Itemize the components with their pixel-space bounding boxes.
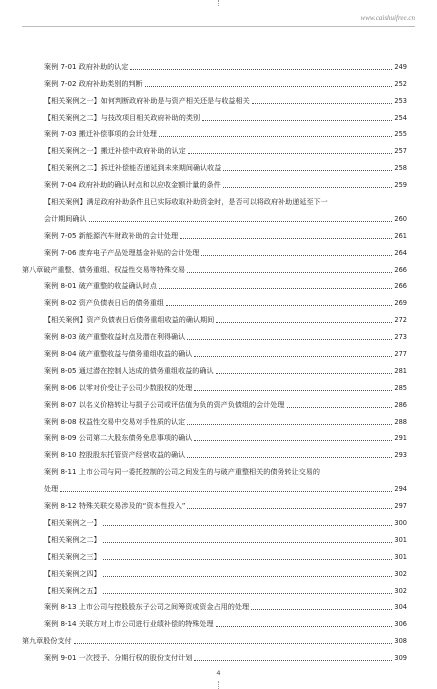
- toc-entry-page: 308: [394, 637, 407, 646]
- toc-entry-title: 【相关案例之二】与技改项目相关政府补助的类别: [44, 112, 201, 122]
- dot-leader: [188, 153, 393, 154]
- toc-entry-page: 286: [394, 400, 407, 409]
- toc-entry-page: 255: [394, 130, 407, 139]
- dot-leader: [194, 660, 392, 661]
- toc-entry-page: 253: [394, 96, 407, 105]
- toc-entry-page: 302: [394, 586, 407, 595]
- toc-entry[interactable]: [22, 290, 407, 307]
- toc-entry-title: 案例 8-02 资产负债表日后的债务重组: [44, 298, 164, 308]
- toc-entry-title: 案例 8-13 上市公司与控股股东子公司之间筹资或资金占用的处理: [44, 602, 250, 612]
- toc-entry-title: 案例 7-01 政府补助的认定: [44, 61, 129, 71]
- dot-leader: [103, 542, 393, 543]
- toc-entry-title: 案例 8-10 控股股东托管资产经营收益的确认: [44, 450, 186, 460]
- toc-entry-title: 案例 7-03 搬迁补偿事项的会计处理: [44, 129, 157, 139]
- toc-entry[interactable]: [22, 426, 407, 443]
- toc-entry[interactable]: [22, 324, 407, 341]
- toc-entry-page: 291: [394, 434, 407, 443]
- toc-entry-page: 304: [394, 603, 407, 612]
- dot-leader: [287, 407, 393, 408]
- toc-entry-page: 294: [394, 485, 407, 494]
- toc-entry[interactable]: [22, 645, 407, 662]
- toc-entry[interactable]: [22, 189, 407, 206]
- toc-chapter-entry[interactable]: [22, 257, 407, 274]
- toc-entry-title: 案例 8-14 关联方对上市公司进行业绩补偿的特殊处理: [44, 619, 214, 629]
- toc-entry[interactable]: [22, 307, 407, 324]
- toc-entry-title: 【相关案例之四】: [44, 568, 101, 578]
- dot-leader: [194, 440, 392, 441]
- dot-leader: [223, 170, 392, 171]
- toc-entry-page: 300: [394, 518, 407, 527]
- toc-entry[interactable]: [22, 442, 407, 459]
- dot-leader: [202, 120, 392, 121]
- page-header: [22, 8, 415, 27]
- bottom-center-mark: [218, 681, 220, 689]
- toc-entry-title: 案例 8-05 通过潜在控制人达成的债务重组收益的确认: [44, 365, 214, 375]
- dot-leader: [180, 238, 392, 239]
- toc-entry[interactable]: [22, 392, 407, 409]
- toc-entry[interactable]: [22, 459, 407, 476]
- toc-entry-title: 案例 8-01 破产重整的收益确认时点: [44, 281, 157, 291]
- toc-entry-page: 281: [394, 366, 407, 375]
- toc-entry[interactable]: [22, 71, 407, 88]
- toc-entry-page: 266: [394, 265, 407, 274]
- toc-entry[interactable]: [22, 88, 407, 105]
- toc-entry[interactable]: [22, 341, 407, 358]
- top-center-mark: [218, 0, 220, 6]
- dot-leader: [103, 576, 393, 577]
- dot-leader: [145, 86, 393, 87]
- toc-entry-page: 258: [394, 164, 407, 173]
- toc-entry[interactable]: [22, 54, 407, 71]
- toc-entry-page: 309: [394, 654, 407, 663]
- toc-entry[interactable]: [22, 476, 407, 493]
- toc-entry-title: 案例 8-04 破产重整收益与债务重组收益的确认: [44, 349, 193, 359]
- toc-entry-page: 277: [394, 350, 407, 359]
- dot-leader: [187, 339, 392, 340]
- toc-entry[interactable]: [22, 561, 407, 578]
- toc-entry[interactable]: [22, 240, 407, 257]
- toc-entry[interactable]: [22, 138, 407, 155]
- toc-entry[interactable]: [22, 578, 407, 595]
- dot-leader: [74, 643, 393, 644]
- toc-entry-title: 案例 9-01 一次授予、分期行权的股份支付计划: [44, 653, 193, 663]
- toc-entry[interactable]: [22, 493, 407, 510]
- dot-leader: [223, 187, 393, 188]
- toc-entry[interactable]: [22, 206, 407, 223]
- toc-entry-page: 257: [394, 147, 407, 156]
- toc-entry-title: 案例 8-11 上市公司与同一委托控制的公司之间发生的与破产重整相关的债务转让交易的: [44, 467, 320, 477]
- toc-entry-title: 【相关案例之一】: [44, 517, 101, 527]
- dot-leader: [187, 457, 392, 458]
- toc-entry-title: 【相关案例之二】拆迁补偿能否递延到未来期间确认收益: [44, 163, 222, 173]
- toc-entry-page: 272: [394, 316, 407, 325]
- site-watermark: www.caishuifree.cn: [360, 14, 415, 22]
- dot-leader: [194, 390, 392, 391]
- toc-entry[interactable]: [22, 122, 407, 139]
- dot-leader: [252, 103, 393, 104]
- toc-entry[interactable]: [22, 527, 407, 544]
- toc-entry-title: 【相关案例】满足政府补助条件且已实际收取补助资金时，是否可以将政府补助递延至下一: [44, 197, 328, 207]
- toc-entry-page: 254: [394, 113, 407, 122]
- toc-entry-page: 301: [394, 535, 407, 544]
- dot-leader: [187, 508, 392, 509]
- dot-leader: [194, 356, 392, 357]
- toc-entry[interactable]: [22, 611, 407, 628]
- toc-entry-title: 第九章股份支付: [22, 636, 72, 646]
- toc-entry-title: 【相关案例之三】: [44, 551, 101, 561]
- dot-leader: [187, 424, 392, 425]
- page-number: 4: [216, 669, 221, 677]
- dot-leader: [60, 491, 392, 492]
- toc-entry-page: 261: [394, 231, 407, 240]
- toc-entry-page: 252: [394, 79, 407, 88]
- toc-entry-title: 案例 7-02 政府补助类别的判断: [44, 78, 143, 88]
- toc-entry[interactable]: [22, 375, 407, 392]
- toc-entry[interactable]: [22, 544, 407, 561]
- toc-chapter-entry[interactable]: [22, 628, 407, 645]
- table-of-contents: [22, 54, 407, 662]
- dot-leader: [159, 288, 393, 289]
- toc-entry-title: 处理: [44, 484, 59, 494]
- toc-entry-title: 案例 7-05 新能源汽车财政补助的会计处理: [44, 230, 179, 240]
- toc-entry-page: 297: [394, 502, 407, 511]
- toc-entry-title: 案例 8-07 以名义价格转让与损子公司或评估值为负的资产负债组的会计处理: [44, 399, 285, 409]
- toc-entry-page: 264: [394, 248, 407, 257]
- toc-entry-title: 案例 8-09 公司第二大股东债务免息事项的确认: [44, 433, 193, 443]
- dot-leader: [166, 305, 392, 306]
- dot-leader: [216, 373, 393, 374]
- toc-entry-page: 306: [394, 620, 407, 629]
- toc-entry[interactable]: [22, 105, 407, 122]
- toc-entry-page: 266: [394, 282, 407, 291]
- dot-leader: [159, 136, 393, 137]
- dot-leader: [103, 525, 393, 526]
- dot-leader: [201, 255, 392, 256]
- toc-entry-page: 285: [394, 383, 407, 392]
- toc-entry-title: 案例 8-06 以零对价受让子公司少数股权的处理: [44, 382, 193, 392]
- dot-leader: [130, 69, 392, 70]
- toc-entry-page: 249: [394, 62, 407, 71]
- toc-entry-page: 301: [394, 552, 407, 561]
- toc-entry[interactable]: [22, 358, 407, 375]
- toc-entry-title: 案例 7-06 废弃电子产品处理基金补贴的会计处理: [44, 247, 200, 257]
- dot-leader: [89, 221, 393, 222]
- toc-entry-title: 【相关案例】资产负债表日后债务重组收益的确认期间: [44, 315, 215, 325]
- toc-entry-title: 案例 7-04 政府补助的确认时点和以应收金额计量的条件: [44, 180, 221, 190]
- toc-entry-title: 案例 8-08 权益性交易中交易对手性质的认定: [44, 416, 186, 426]
- toc-entry[interactable]: [22, 595, 407, 612]
- dot-leader: [216, 322, 392, 323]
- toc-entry-title: 【相关案例之一】如何判断政府补助是与资产相关还是与收益相关: [44, 95, 250, 105]
- dot-leader: [103, 593, 393, 594]
- dot-leader: [103, 559, 393, 560]
- toc-entry-page: 260: [394, 214, 407, 223]
- toc-entry-title: 会计期间确认: [44, 213, 87, 223]
- toc-entry[interactable]: [22, 155, 407, 172]
- dot-leader: [216, 626, 393, 627]
- toc-entry-page: 288: [394, 417, 407, 426]
- toc-entry-page: 302: [394, 569, 407, 578]
- toc-entry-title: 【相关案例之一】搬迁补偿中政府补助的认定: [44, 146, 186, 156]
- toc-entry-page: 269: [394, 299, 407, 308]
- toc-entry-title: 【相关案例之五】: [44, 585, 101, 595]
- toc-entry[interactable]: [22, 274, 407, 291]
- toc-entry[interactable]: [22, 172, 407, 189]
- toc-entry-title: 案例 8-12 特殊关联交易涉及的“资本性投入”: [44, 501, 186, 511]
- toc-entry-title: 第八章破产重整、债务重组、权益性交易等特殊交易: [22, 264, 186, 274]
- toc-entry[interactable]: [22, 223, 407, 240]
- dot-leader: [251, 609, 392, 610]
- toc-entry-title: 案例 8-03 破产重整收益时点及潜在利得确认: [44, 332, 186, 342]
- toc-entry-title: 【相关案例之二】: [44, 534, 101, 544]
- dot-leader: [187, 272, 392, 273]
- toc-entry-page: 293: [394, 451, 407, 460]
- toc-entry[interactable]: [22, 409, 407, 426]
- toc-entry-page: 259: [394, 181, 407, 190]
- toc-entry[interactable]: [22, 510, 407, 527]
- toc-entry-page: 273: [394, 333, 407, 342]
